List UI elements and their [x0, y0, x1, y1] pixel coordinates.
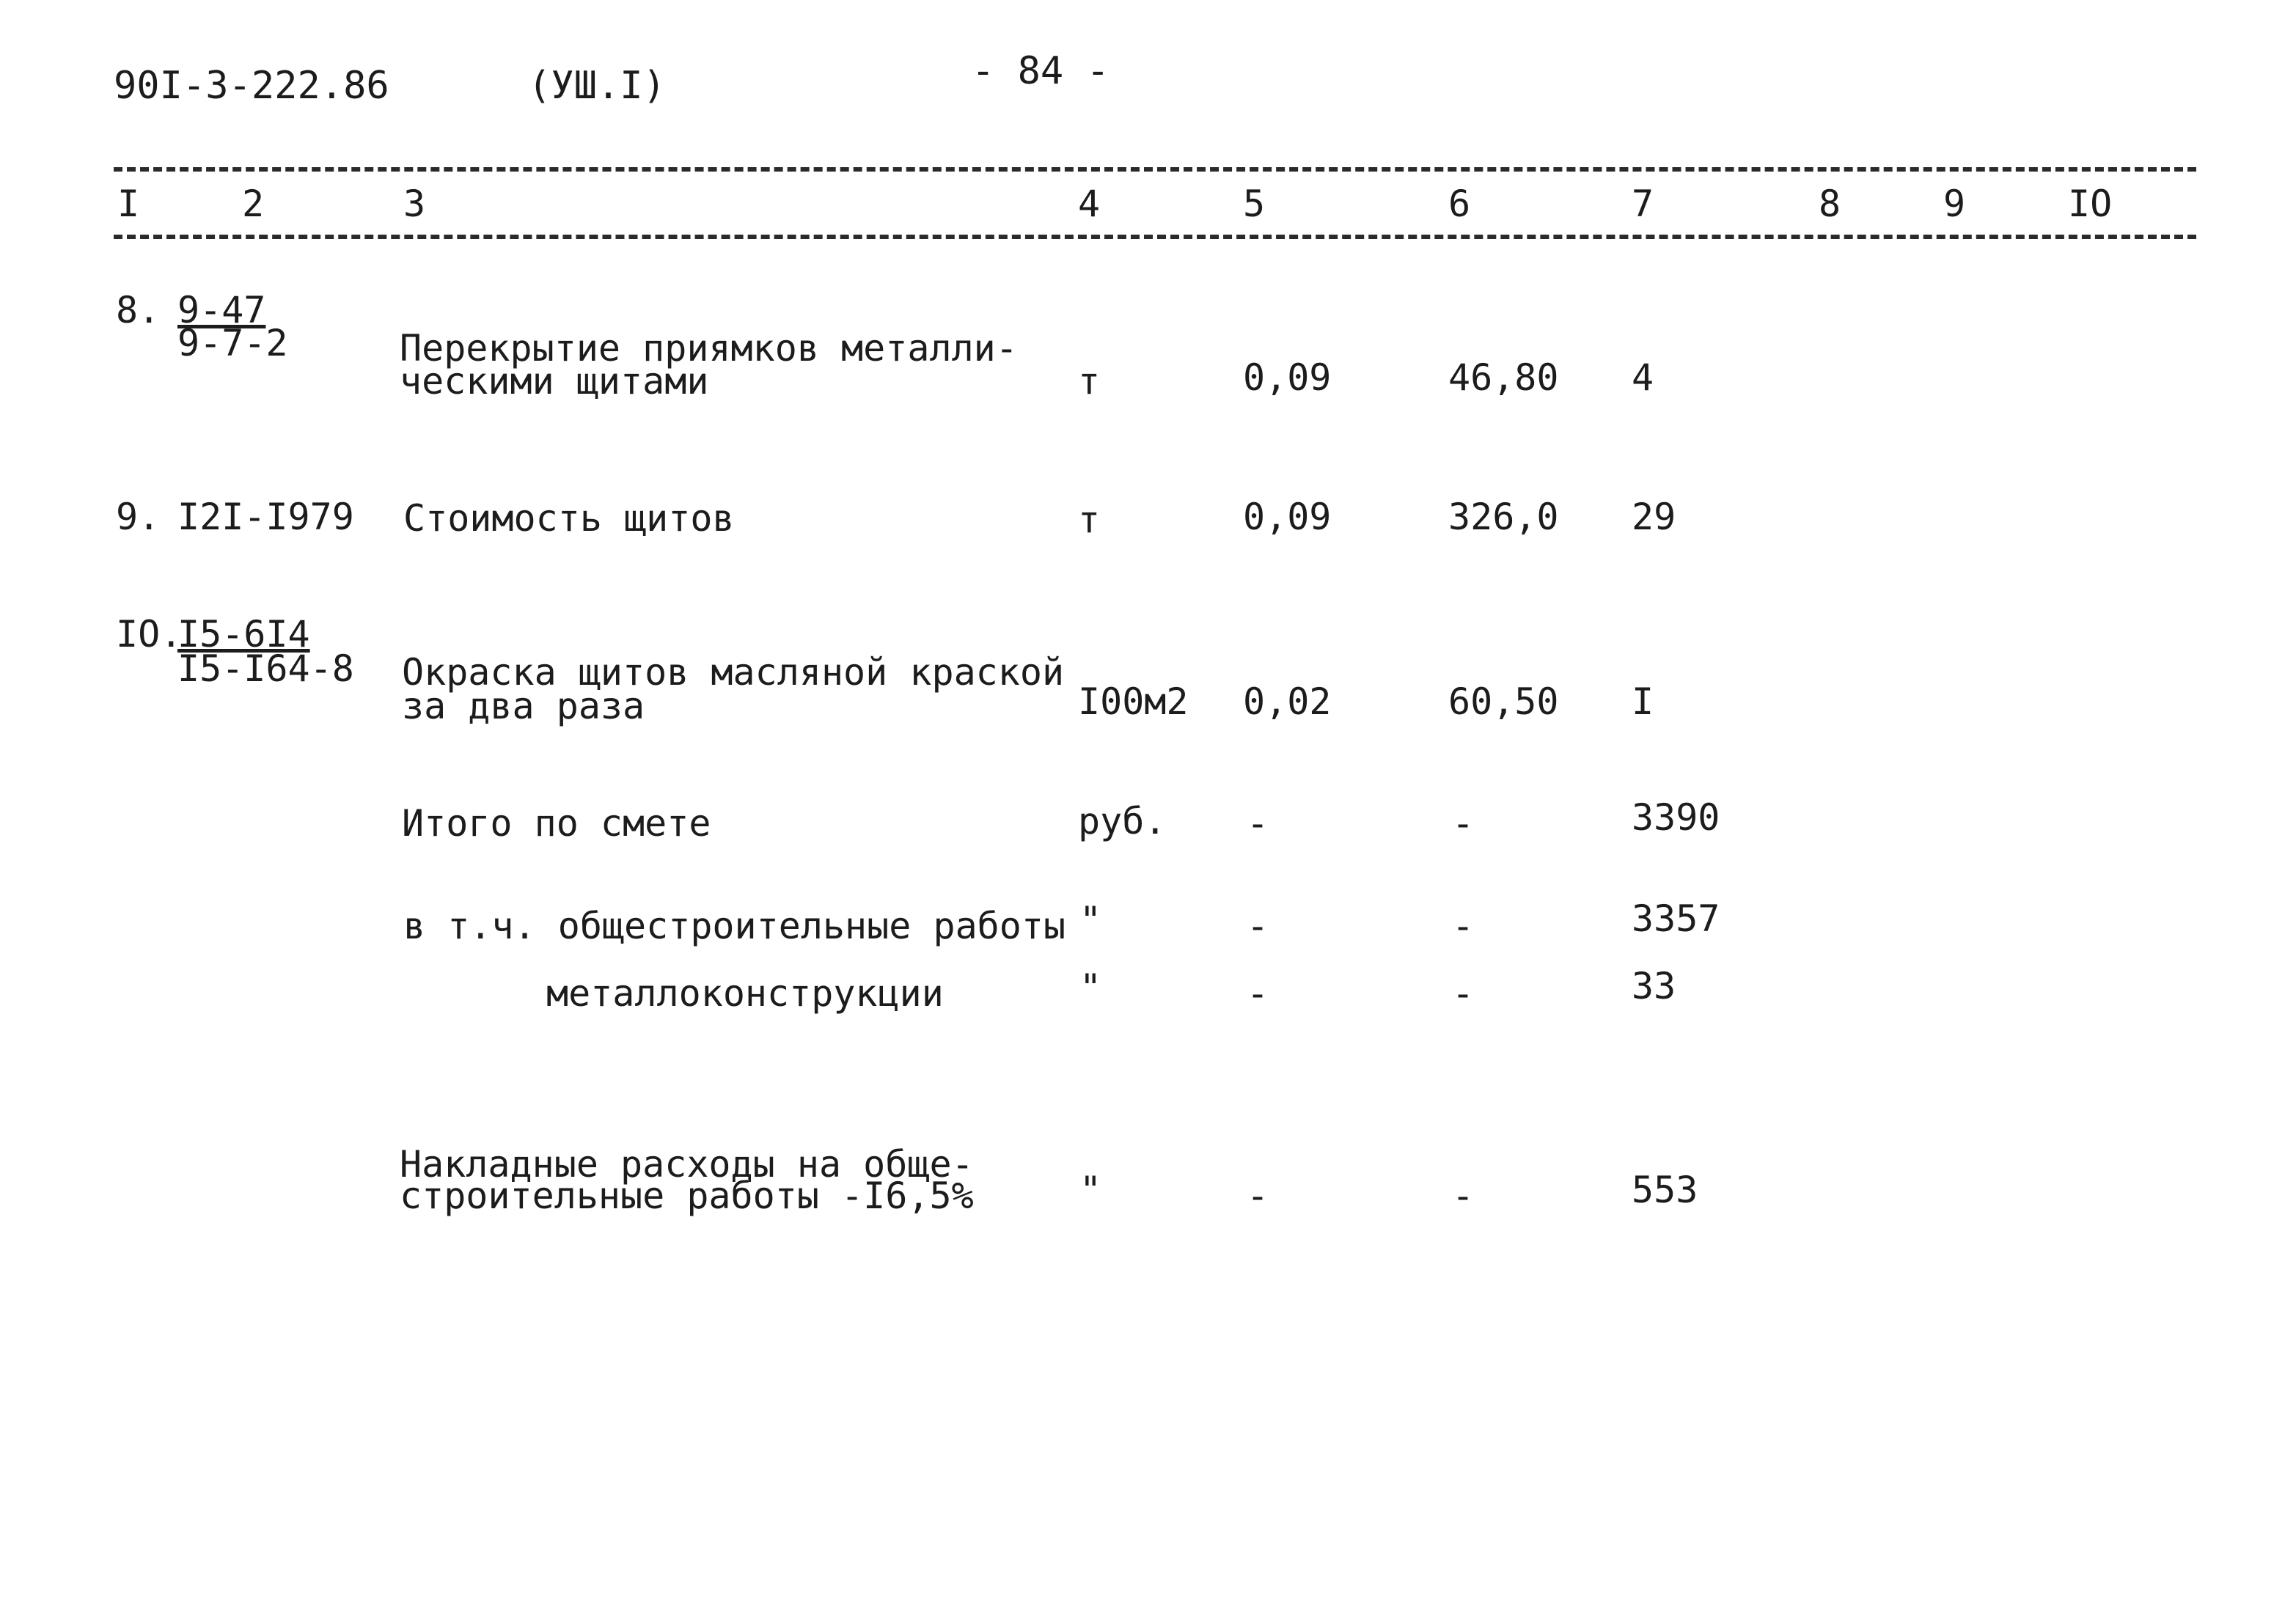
row-number: 9. [116, 496, 161, 538]
column-header-8: 8 [1819, 183, 1841, 225]
total-cost: 4 [1632, 356, 1654, 399]
quantity: 0,09 [1243, 356, 1332, 399]
column-header-10: IO [2068, 183, 2113, 225]
unit: " [1079, 899, 1102, 941]
overhead-label-cont: строительные работы -I6,5% [400, 1175, 974, 1217]
unit: " [1079, 966, 1102, 1009]
column-header-3: 3 [403, 183, 426, 225]
subtotal-label: в т.ч. общестроительные работы [403, 905, 1066, 947]
unit-price: - [1452, 972, 1475, 1015]
subtotal-label: металлоконструкции [546, 972, 944, 1015]
norm-code: I2I-I979 [177, 496, 354, 538]
header-bottom-rule [114, 235, 2196, 239]
row-number: 8. [116, 289, 161, 331]
column-header-1: I [117, 183, 140, 225]
work-description: Стоимость щитов [403, 497, 735, 540]
work-description-cont: за два раза [402, 685, 645, 727]
unit: т [1078, 360, 1101, 403]
total-cost: 553 [1632, 1169, 1698, 1211]
quantity: 0,02 [1243, 680, 1332, 723]
header-top-rule [114, 167, 2196, 172]
unit-price: 60,50 [1448, 680, 1559, 723]
column-header-5: 5 [1243, 183, 1266, 225]
unit-price: 326,0 [1448, 496, 1559, 538]
overhead-label: Накладные расходы на обще- [400, 1143, 974, 1186]
norm-code-secondary: I5-I64-8 [177, 647, 354, 690]
row-number: IO. [116, 613, 183, 655]
document-code: 90I-3-222.86 [114, 64, 389, 108]
norm-code: I5-6I4 [177, 613, 310, 655]
work-description: Окраска щитов масляной краской [402, 651, 1065, 694]
page-number: - 84 - [972, 49, 1110, 93]
quantity: - [1247, 905, 1269, 947]
unit-price: - [1452, 905, 1475, 947]
column-header-4: 4 [1078, 183, 1101, 225]
section-label: (УШ.I) [528, 64, 666, 108]
total-cost: 3357 [1632, 897, 1720, 940]
quantity: - [1247, 1175, 1269, 1217]
work-description-cont: ческими щитами [400, 360, 709, 403]
work-description: Перекрытие приямков металли- [400, 327, 1018, 370]
column-header-6: 6 [1448, 183, 1471, 225]
norm-code-secondary: 9-7-2 [177, 322, 288, 364]
quantity: - [1247, 972, 1269, 1015]
column-header-2: 2 [242, 183, 265, 225]
unit-price: - [1452, 802, 1475, 845]
unit: т [1078, 499, 1101, 541]
total-cost: I [1632, 680, 1654, 723]
column-header-7: 7 [1632, 183, 1654, 225]
quantity: 0,09 [1243, 496, 1332, 538]
total-cost: 3390 [1632, 796, 1720, 839]
unit-price: 46,80 [1448, 356, 1559, 399]
quantity: - [1247, 802, 1269, 845]
unit: I00м2 [1078, 680, 1189, 723]
unit-price: - [1452, 1175, 1475, 1217]
norm-code: 9-47 [177, 289, 266, 331]
total-label: Итого по смете [402, 802, 711, 845]
total-cost: 29 [1632, 496, 1676, 538]
unit: " [1079, 1169, 1102, 1211]
unit: руб. [1078, 800, 1167, 842]
total-cost: 33 [1632, 965, 1676, 1007]
column-header-9: 9 [1943, 183, 1966, 225]
